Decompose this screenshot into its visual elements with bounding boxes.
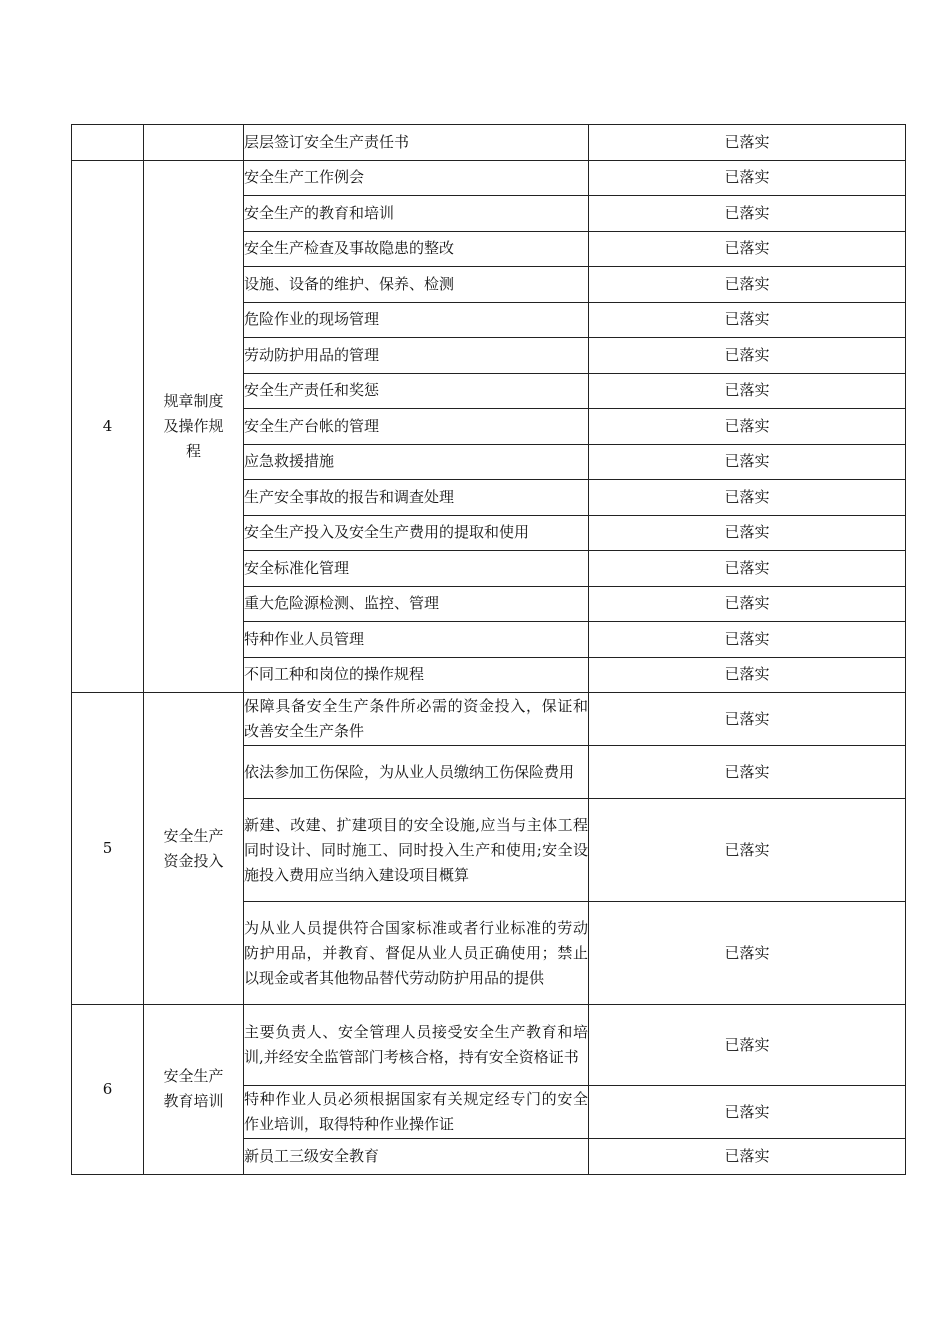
safety-checklist-table xyxy=(71,124,906,1175)
item-cell: 为从业人员提供符合国家标准或者行业标准的劳动防护用品，并教育、督促从业人员正确使用；禁止以现金或者其他物品替代劳动防护用品的提供 xyxy=(244,902,589,1005)
status-cell: 已落实 xyxy=(589,1005,906,1086)
section-number: 4 xyxy=(72,160,144,693)
status-cell: 已落实 xyxy=(589,302,906,338)
item-cell: 安全生产检查及事故隐患的整改 xyxy=(244,231,589,267)
item-cell: 安全标准化管理 xyxy=(244,551,589,587)
item-cell: 安全生产工作例会 xyxy=(244,160,589,196)
item-cell: 应急救援措施 xyxy=(244,444,589,480)
status-cell: 已落实 xyxy=(589,196,906,232)
item-cell: 新员工三级安全教育 xyxy=(244,1139,589,1175)
status-cell: 已落实 xyxy=(589,338,906,374)
status-cell: 已落实 xyxy=(589,515,906,551)
status-cell: 已落实 xyxy=(589,267,906,303)
status-cell: 已落实 xyxy=(589,373,906,409)
item-cell: 特种作业人员管理 xyxy=(244,622,589,658)
status-cell: 已落实 xyxy=(589,480,906,516)
item-cell: 新建、改建、扩建项目的安全设施,应当与主体工程同时设计、同时施工、同时投入生产和使用;安全设施投入费用应当纳入建设项目概算 xyxy=(244,799,589,902)
table-row xyxy=(72,160,906,196)
item-cell: 安全生产责任和奖惩 xyxy=(244,373,589,409)
status-cell: 已落实 xyxy=(589,799,906,902)
status-cell: 已落实 xyxy=(589,693,906,746)
section-category xyxy=(144,1005,244,1175)
item-cell: 特种作业人员必须根据国家有关规定经专门的安全作业培训，取得特种作业操作证 xyxy=(244,1086,589,1139)
status-cell: 已落实 xyxy=(589,746,906,799)
section-number: 5 xyxy=(72,693,144,1005)
item-cell: 安全生产台帐的管理 xyxy=(244,409,589,445)
section-category xyxy=(144,160,244,693)
table-row xyxy=(72,1005,906,1086)
status-cell: 已落实 xyxy=(589,657,906,693)
section-category-label: 安全生产资金投入 xyxy=(163,826,224,870)
item-cell: 依法参加工伤保险，为从业人员缴纳工伤保险费用 xyxy=(244,746,589,799)
status-cell: 已落实 xyxy=(589,586,906,622)
item-cell: 安全生产投入及安全生产费用的提取和使用 xyxy=(244,515,589,551)
item-cell: 层层签订安全生产责任书 xyxy=(244,125,589,161)
item-cell: 劳动防护用品的管理 xyxy=(244,338,589,374)
item-cell: 生产安全事故的报告和调查处理 xyxy=(244,480,589,516)
row-number-cell xyxy=(72,125,144,161)
section-category xyxy=(144,693,244,1005)
category-cell xyxy=(144,125,244,161)
item-cell: 重大危险源检测、监控、管理 xyxy=(244,586,589,622)
table-row xyxy=(72,693,906,746)
item-cell: 设施、设备的维护、保养、检测 xyxy=(244,267,589,303)
item-cell: 不同工种和岗位的操作规程 xyxy=(244,657,589,693)
status-cell: 已落实 xyxy=(589,125,906,161)
section-category-label: 规章制度及操作规程 xyxy=(163,391,224,460)
status-cell: 已落实 xyxy=(589,231,906,267)
item-cell: 主要负责人、安全管理人员接受安全生产教育和培训,并经安全监管部门考核合格，持有安全资格证书 xyxy=(244,1005,589,1086)
status-cell: 已落实 xyxy=(589,160,906,196)
section-category-label: 安全生产教育培训 xyxy=(163,1067,224,1111)
status-cell: 已落实 xyxy=(589,1139,906,1175)
status-cell: 已落实 xyxy=(589,551,906,587)
status-cell: 已落实 xyxy=(589,902,906,1005)
status-cell: 已落实 xyxy=(589,409,906,445)
item-cell: 危险作业的现场管理 xyxy=(244,302,589,338)
section-number: 6 xyxy=(72,1005,144,1175)
status-cell: 已落实 xyxy=(589,622,906,658)
status-cell: 已落实 xyxy=(589,444,906,480)
status-cell: 已落实 xyxy=(589,1086,906,1139)
item-cell: 保障具备安全生产条件所必需的资金投入，保证和改善安全生产条件 xyxy=(244,693,589,746)
table-row xyxy=(72,125,906,161)
item-cell: 安全生产的教育和培训 xyxy=(244,196,589,232)
